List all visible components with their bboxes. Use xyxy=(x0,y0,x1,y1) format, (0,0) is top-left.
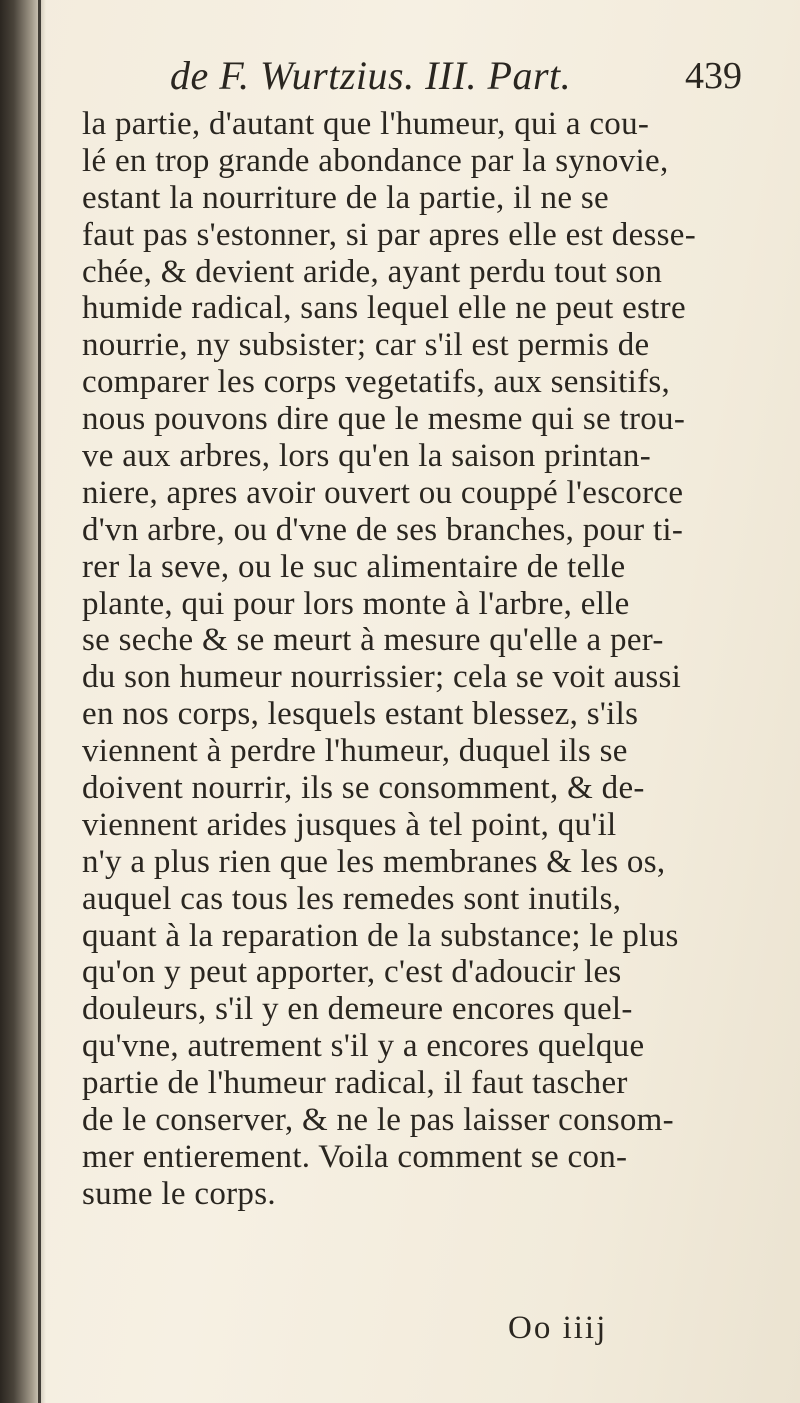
text-line: auquel cas tous les remedes sont inutils, xyxy=(82,880,622,917)
text-line: du son humeur nourrissier; cela se voit aussi xyxy=(82,659,682,696)
text-line: rer la seve, ou le suc alimentaire de telle xyxy=(82,548,626,585)
text-line: chée, & devient aride, ayant perdu tout son xyxy=(82,253,663,290)
text-line: mer entierement. Voila comment se con- xyxy=(82,1138,628,1175)
text-line: faut pas s'estonner, si par apres elle est desse- xyxy=(82,216,697,253)
text-line: viennent arides jusques à tel point, qu'il xyxy=(82,806,617,843)
text-line: la partie, d'autant que l'humeur, qui a cou- xyxy=(82,106,650,142)
text-line: lé en trop grande abondance par la synovie, xyxy=(82,142,669,179)
running-head: de F. Wurtzius. III. Part. xyxy=(170,53,572,98)
text-line: qu'vne, autrement s'il y a encores quelque xyxy=(82,1028,645,1065)
text-line: d'vn arbre, ou d'vne de ses branches, pour ti- xyxy=(82,511,684,548)
text-line: estant la nourriture de la partie, il ne se xyxy=(82,179,609,216)
text-line: viennent à perdre l'humeur, duquel ils se xyxy=(82,733,628,770)
text-line: ve aux arbres, lors qu'en la saison printan- xyxy=(82,438,651,475)
page-header xyxy=(160,50,772,110)
text-line: humide radical, sans lequel elle ne peut estre xyxy=(82,290,686,327)
text-line: sume le corps. xyxy=(82,1175,276,1212)
text-line: nourrie, ny subsister; car s'il est permis de xyxy=(82,327,650,364)
page-number: 439 xyxy=(685,55,742,97)
text-line: niere, apres avoir ouvert ou couppé l'escorce xyxy=(82,474,684,511)
text-line: de le conserver, & ne le pas laisser consom- xyxy=(82,1102,674,1139)
signature-mark: Oo iiij xyxy=(508,1310,608,1346)
body-text xyxy=(82,106,772,1213)
text-line: douleurs, s'il y en demeure encores quel- xyxy=(82,991,633,1028)
text-line: se seche & se meurt à mesure qu'elle a per- xyxy=(82,622,664,659)
text-line: nous pouvons dire que le mesme qui se trou- xyxy=(82,401,686,438)
text-line: partie de l'humeur radical, il faut tascher xyxy=(82,1065,628,1102)
text-line: plante, qui pour lors monte à l'arbre, elle xyxy=(82,585,630,622)
text-line: quant à la reparation de la substance; le plus xyxy=(82,917,679,954)
text-line: n'y a plus rien que les membranes & les os, xyxy=(82,843,666,880)
binding-edge xyxy=(38,0,41,1403)
text-line: doivent nourrir, ils se consomment, & de- xyxy=(82,770,645,807)
text-line: en nos corps, lesquels estant blessez, s'ils xyxy=(82,696,639,733)
text-line: qu'on y peut apporter, c'est d'adoucir les xyxy=(82,954,622,991)
text-line: comparer les corps vegetatifs, aux sensitifs, xyxy=(82,364,671,401)
